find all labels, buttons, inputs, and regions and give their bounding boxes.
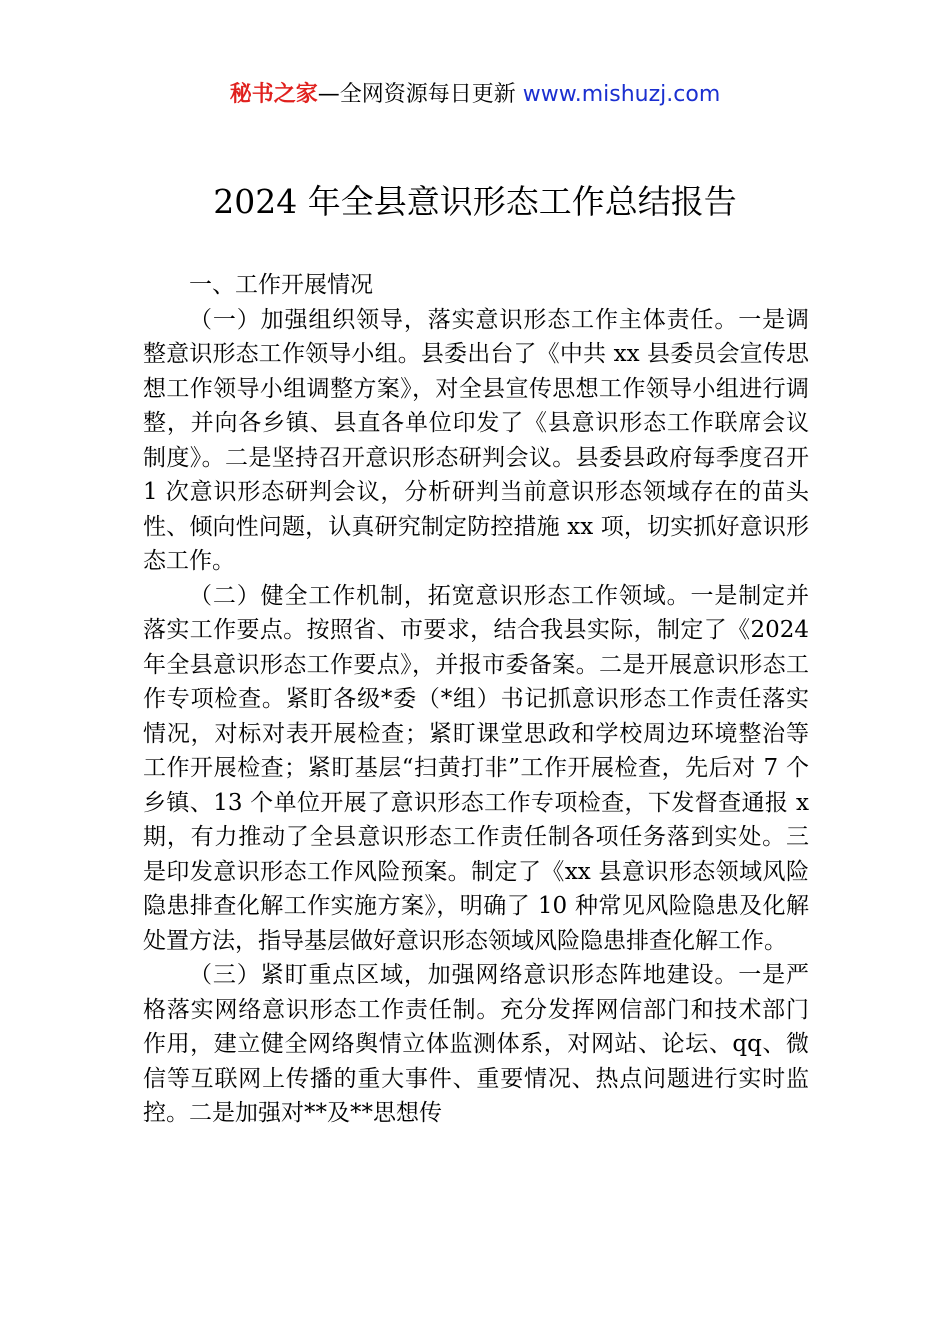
paragraph: （二）健全工作机制，拓宽意识形态工作领域。一是制定并落实工作要点。按照省、市要求，结合我县实际，制定了《2024 年全县意识形态工作要点》，并报市委备案。二是开展意识形态工作专项检查。紧盯各级*委（*组）书记抓意识形态工作责任落实情况，对标对表开展检查；紧盯课堂思政和学校周边环境整治等工作开展检查；紧盯基层“扫黄打非”工作开展检查，先后对 7 个乡镇、13 个单位开展了意识形态工作专项检查，下发督查通报 x 期，有力推动了全县意识形态工作责任制各项任务落到实处。三是印发意识形态工作风险预案。制定了《xx 县意识形态领域风险隐患排查化解工作实施方案》，明确了 10 种常见风险隐患及化解处置方法，指导基层做好意识形态领域风险隐患排查化解工作。 — [143, 582, 809, 954]
document-title: 2024 年全县意识形态工作总结报告 — [213, 182, 737, 221]
site-header — [0, 80, 950, 110]
section-heading: 一、工作开展情况 — [189, 272, 373, 298]
site-url[interactable]: www.mishuzj.com — [522, 82, 721, 107]
site-brand: 秘书之家 — [229, 82, 318, 107]
site-tagline: —全网资源每日更新 — [317, 82, 523, 107]
paragraph: （三）紧盯重点区域，加强网络意识形态阵地建设。一是严格落实网络意识形态工作责任制。充分发挥网信部门和技术部门作用，建立健全网络舆情立体监测体系，对网站、论坛、qq、微信等互联网上传播的重大事件、重要情况、热点问题进行实时监控。二是加强对**及**思想传 — [143, 962, 809, 1126]
document-body — [143, 268, 809, 1131]
paragraph: （一）加强组织领导，落实意识形态工作主体责任。一是调整意识形态工作领导小组。县委出台了《中共 xx 县委员会宣传思想工作领导小组调整方案》，对全县宣传思想工作领导小组进行调整，并向各乡镇、县直各单位印发了《县意识形态工作联席会议制度》。二是坚持召开意识形态研判会议。县委县政府每季度召开 1 次意识形态研判会议，分析研判当前意识形态领域存在的苗头性、倾向性问题，认真研究制定防控措施 xx 项，切实抓好意识形态工作。 — [143, 306, 809, 574]
